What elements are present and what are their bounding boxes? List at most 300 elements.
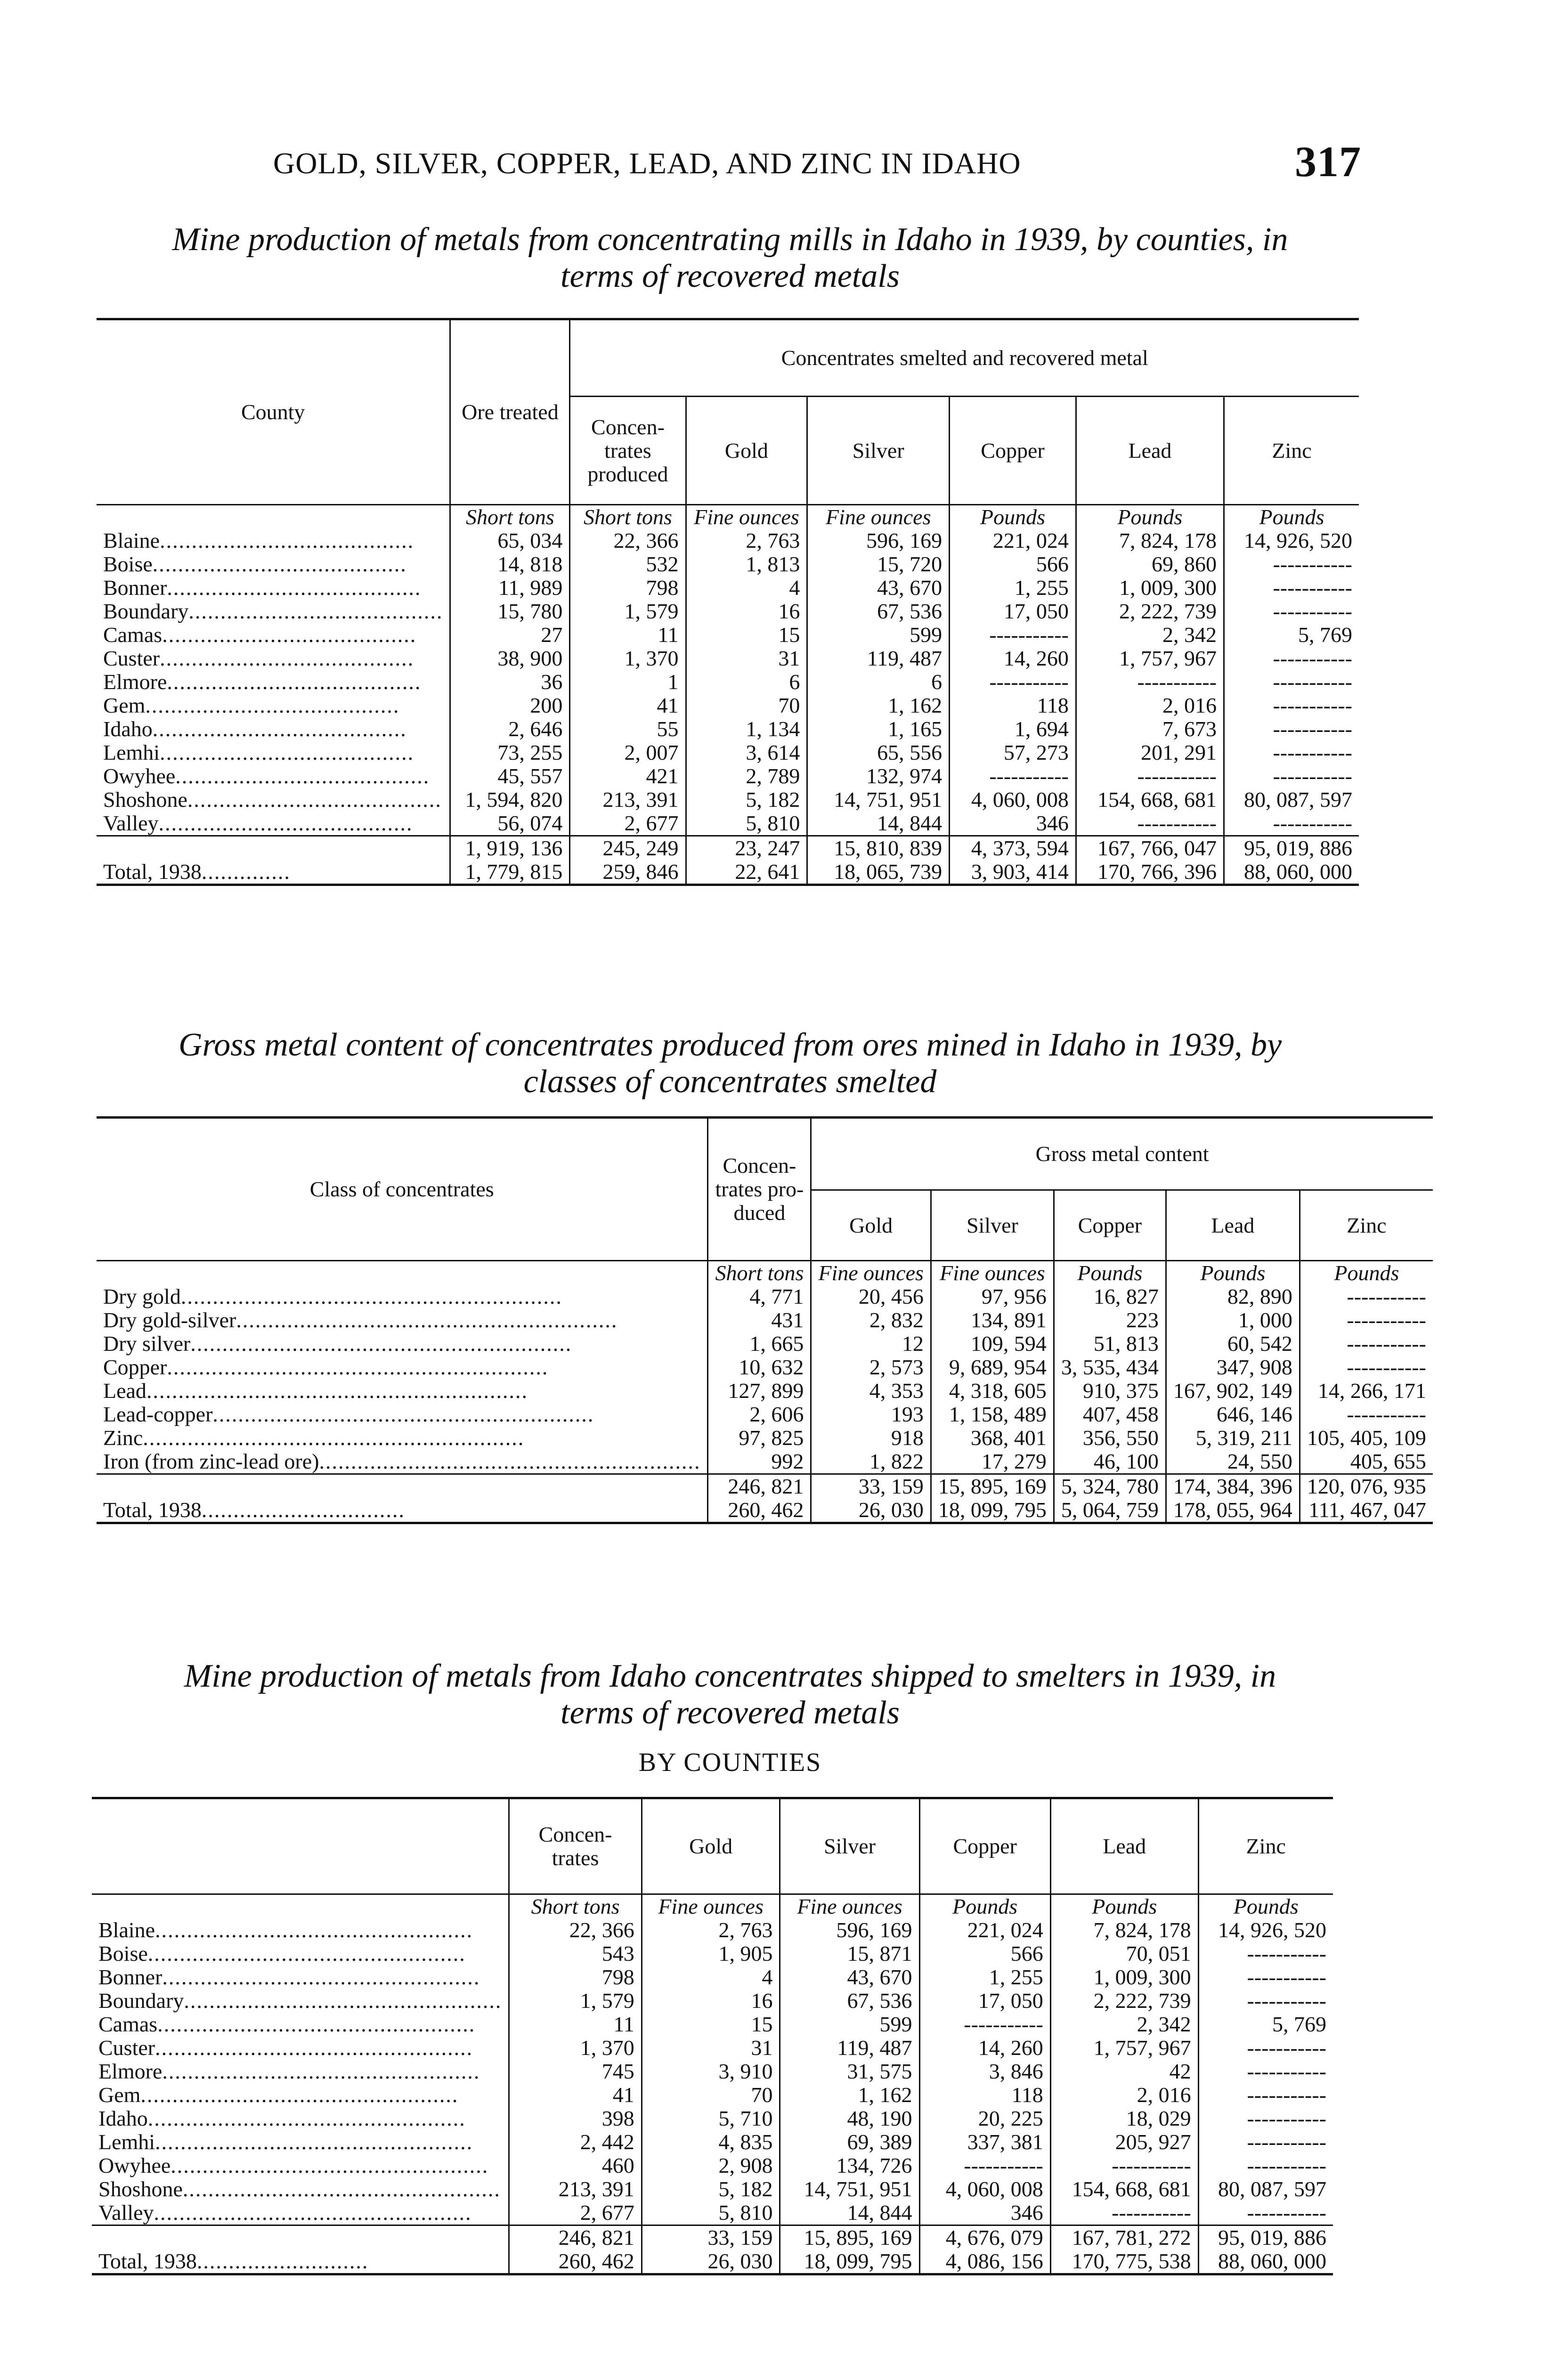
t1-total-cell: 95, 019, 886	[1224, 836, 1359, 861]
t1-head-lead: Lead	[1076, 397, 1224, 505]
t2-total-cell: 246, 821	[708, 1474, 811, 1499]
table-row	[92, 1942, 1333, 1965]
table-cell-empty	[950, 623, 1076, 647]
t1-head-conc: Concen- trates produced	[570, 397, 686, 505]
leader-dashes: -----------	[1347, 1308, 1426, 1332]
table-cell: 2, 342	[1076, 623, 1224, 647]
table-cell-empty	[1300, 1332, 1433, 1356]
t1-total1938-cell: 1, 779, 815	[450, 860, 570, 885]
table-row	[92, 2013, 1333, 2036]
table-cell: 918	[811, 1426, 931, 1450]
table-cell: 2, 789	[686, 764, 807, 788]
row-label	[92, 2201, 509, 2225]
table-cell: 2, 763	[642, 1918, 780, 1942]
table-cell-empty	[1198, 1965, 1333, 1989]
table-cell: 1, 009, 300	[1050, 1965, 1198, 1989]
table-cell: 1, 579	[570, 600, 686, 623]
t2-units-row	[97, 1261, 1433, 1285]
table-row	[97, 647, 1359, 670]
t1-head-silver: Silver	[807, 397, 950, 505]
table-row	[97, 600, 1359, 623]
table-row	[97, 717, 1359, 741]
t1-unit-blank	[97, 505, 450, 529]
t2-head-silver: Silver	[931, 1190, 1054, 1261]
table-cell: 1, 579	[509, 1989, 642, 2013]
table-cell-empty	[1198, 1989, 1333, 2013]
t1-total1938-label	[97, 860, 450, 885]
table-cell: 5, 769	[1198, 2013, 1333, 2036]
t1-head-copper: Copper	[950, 397, 1076, 505]
table-cell: 2, 908	[642, 2154, 780, 2177]
table-row	[92, 1965, 1333, 1989]
row-label-text: Blaine	[103, 529, 160, 552]
table-cell: 566	[919, 1942, 1050, 1965]
leader-dots: ............................................................	[212, 1403, 594, 1426]
leader-dashes: -----------	[1247, 1989, 1326, 2013]
row-label-text: Boise	[103, 552, 153, 576]
t3-unit: Pounds	[1198, 1894, 1333, 1919]
row-label-text: Custer	[103, 647, 160, 670]
t3-total-blank	[92, 2225, 509, 2250]
leader-dashes: -----------	[1137, 811, 1217, 835]
t1-total1938-cell: 259, 846	[570, 860, 686, 885]
t3-head-zinc: Zinc	[1198, 1798, 1333, 1894]
row-label-text: Blaine	[98, 1918, 155, 1942]
leader-dashes: -----------	[1273, 717, 1352, 741]
table-cell: 11	[509, 2013, 642, 2036]
t3-total-cell: 33, 159	[642, 2225, 780, 2250]
leader-dots: ............................................................	[167, 1356, 549, 1379]
table-row	[97, 1450, 1433, 1474]
leader-dots: ........................................	[167, 670, 422, 694]
table-cell: 67, 536	[780, 1989, 919, 2013]
t2-total-cell: 120, 076, 935	[1300, 1474, 1433, 1499]
row-label-text: Elmore	[103, 670, 167, 694]
table-cell: 51, 813	[1054, 1332, 1166, 1356]
table-cell: 201, 291	[1076, 741, 1224, 764]
t2-head-zinc: Zinc	[1300, 1190, 1433, 1261]
table-row	[92, 2060, 1333, 2083]
table-cell: 16	[642, 1989, 780, 2013]
t2-total1938-label	[97, 1498, 708, 1523]
table-cell: 119, 487	[807, 647, 950, 670]
t2-unit: Pounds	[1300, 1261, 1433, 1285]
row-label-text: Shoshone	[103, 788, 187, 812]
table-cell: 2, 763	[686, 529, 807, 552]
table-cell: 57, 273	[950, 741, 1076, 764]
table-row	[97, 529, 1359, 552]
table-cell: 4	[642, 1965, 780, 1989]
leader-dots: ........................................	[162, 623, 417, 647]
table-cell: 7, 824, 178	[1050, 1918, 1198, 1942]
t1-unit: Fine ounces	[686, 505, 807, 529]
table-cell: 1, 255	[919, 1965, 1050, 1989]
leader-dots: ................................	[201, 1498, 405, 1522]
t1-total1938-cell: 22, 641	[686, 860, 807, 885]
table-cell: 460	[509, 2154, 642, 2177]
table-cell: 27	[450, 623, 570, 647]
table-cell: 20, 225	[919, 2107, 1050, 2130]
t3-head-silver: Silver	[780, 1798, 919, 1894]
table-cell: 1, 162	[780, 2083, 919, 2107]
table-cell: 5, 182	[686, 788, 807, 812]
table-cell: 41	[509, 2083, 642, 2107]
t2-total-cell: 5, 324, 780	[1054, 1474, 1166, 1499]
t2-total1938-cell: 5, 064, 759	[1054, 1498, 1166, 1523]
table-cell: 134, 891	[931, 1308, 1054, 1332]
leader-dashes: -----------	[964, 2012, 1043, 2036]
leader-dashes: -----------	[1247, 1965, 1326, 1989]
table-cell: 1, 822	[811, 1450, 931, 1474]
table-cell-empty	[919, 2013, 1050, 2036]
t3-total-row	[92, 2225, 1333, 2250]
leader-dashes: -----------	[1273, 740, 1352, 764]
table-cell-empty	[1198, 1942, 1333, 1965]
t2-head-gold: Gold	[811, 1190, 931, 1261]
row-label-text: Idaho	[98, 2107, 148, 2130]
row-label-text: Boundary	[103, 600, 189, 623]
leader-dashes: -----------	[1137, 764, 1217, 788]
table-cell: 15, 780	[450, 600, 570, 623]
t1-total-row	[97, 836, 1359, 861]
t1-head-ore: Ore treated	[450, 319, 570, 505]
table-cell-empty	[1198, 2083, 1333, 2107]
table-cell: 992	[708, 1450, 811, 1474]
row-label	[97, 623, 450, 647]
table-cell: 745	[509, 2060, 642, 2083]
leader-dots: ..................................................	[155, 2130, 473, 2154]
table-cell: 127, 899	[708, 1379, 811, 1403]
row-label	[92, 2154, 509, 2177]
table-cell: 17, 050	[919, 1989, 1050, 2013]
t3-head-blank	[92, 1798, 509, 1894]
row-label-text: Dry gold-silver	[103, 1308, 236, 1332]
table-cell: 7, 673	[1076, 717, 1224, 741]
t3-total-cell: 95, 019, 886	[1198, 2225, 1333, 2250]
row-label	[97, 1356, 708, 1379]
table-cell: 543	[509, 1942, 642, 1965]
table-cell: 221, 024	[919, 1918, 1050, 1942]
leader-dots: ..................................................	[140, 2083, 459, 2107]
table-cell-empty	[1224, 647, 1359, 670]
table-row	[97, 1403, 1433, 1426]
table-row	[97, 1285, 1433, 1308]
row-label	[97, 576, 450, 600]
row-label	[97, 1308, 708, 1332]
leader-dashes: -----------	[1247, 2059, 1326, 2083]
t2-total1938-cell: 111, 467, 047	[1300, 1498, 1433, 1523]
leader-dashes: -----------	[989, 764, 1069, 788]
t2-head-class: Class of concentrates	[97, 1118, 708, 1261]
row-label-text: Lead	[103, 1379, 146, 1403]
leader-dashes: -----------	[1247, 2153, 1326, 2177]
table-cell: 46, 100	[1054, 1450, 1166, 1474]
row-label	[97, 717, 450, 741]
table1-caption	[94, 221, 1366, 295]
table-cell: 82, 890	[1166, 1285, 1300, 1308]
t2-total-blank	[97, 1474, 708, 1499]
table-cell: 45, 557	[450, 764, 570, 788]
leader-dots: ..................................................	[184, 1989, 502, 2013]
table-row	[97, 788, 1359, 812]
table-cell: 532	[570, 552, 686, 576]
table-cell: 2, 606	[708, 1403, 811, 1426]
table-cell: 43, 670	[780, 1965, 919, 1989]
t1-head-group: Concentrates smelted and recovered metal	[570, 319, 1359, 397]
table-row	[97, 1426, 1433, 1450]
t3-units-row	[92, 1894, 1333, 1919]
table-cell: 14, 260	[950, 647, 1076, 670]
table-cell: 38, 900	[450, 647, 570, 670]
table-cell: 596, 169	[780, 1918, 919, 1942]
leader-dots: ..................................................	[162, 1965, 480, 1989]
t3-total1938-row	[92, 2249, 1333, 2274]
table-cell: 223	[1054, 1308, 1166, 1332]
t3-unit: Fine ounces	[642, 1894, 780, 1919]
leader-dashes: -----------	[1273, 811, 1352, 835]
table-cell-empty	[1224, 764, 1359, 788]
leader-dots: ..................................................	[147, 2107, 466, 2130]
t2-total-cell: 174, 384, 396	[1166, 1474, 1300, 1499]
row-label-text: Lead-copper	[103, 1403, 213, 1426]
table1	[97, 318, 1359, 886]
table-cell-empty	[1224, 576, 1359, 600]
table-cell: 15, 871	[780, 1942, 919, 1965]
table-cell: 11, 989	[450, 576, 570, 600]
table-cell: 5, 769	[1224, 623, 1359, 647]
table-cell: 42	[1050, 2060, 1198, 2083]
table2-caption	[94, 1027, 1366, 1100]
table-cell: 1, 009, 300	[1076, 576, 1224, 600]
table-cell: 65, 034	[450, 529, 570, 552]
t3-total1938-label-text: Total, 1938	[98, 2249, 197, 2273]
t2-unit: Short tons	[708, 1261, 811, 1285]
row-label-text: Dry silver	[103, 1332, 191, 1356]
t2-head-lead: Lead	[1166, 1190, 1300, 1261]
leader-dashes: -----------	[1347, 1332, 1426, 1356]
t3-total1938-cell: 18, 099, 795	[780, 2249, 919, 2274]
table-cell: 73, 255	[450, 741, 570, 764]
table-cell: 12	[811, 1332, 931, 1356]
table-cell: 4, 771	[708, 1285, 811, 1308]
row-label-text: Gem	[103, 694, 146, 717]
t3-total1938-cell: 170, 775, 538	[1050, 2249, 1198, 2274]
row-label	[92, 2130, 509, 2154]
t1-head-zinc: Zinc	[1224, 397, 1359, 505]
leader-dots: ........................................	[160, 647, 414, 670]
t3-total1938-label	[92, 2249, 509, 2274]
table1-caption-line2: terms of recovered metals	[561, 258, 900, 294]
table-row	[97, 623, 1359, 647]
table-cell: 1, 000	[1166, 1308, 1300, 1332]
table-cell: 15	[686, 623, 807, 647]
t1-total-cell: 167, 766, 047	[1076, 836, 1224, 861]
t2-head-conc: Concen- trates pro- duced	[708, 1118, 811, 1261]
table-cell: 2, 832	[811, 1308, 931, 1332]
table-cell: 3, 614	[686, 741, 807, 764]
t3-unit: Pounds	[919, 1894, 1050, 1919]
t3-total1938-cell: 4, 086, 156	[919, 2249, 1050, 2274]
table-cell: 596, 169	[807, 529, 950, 552]
t2-total1938-cell: 260, 462	[708, 1498, 811, 1523]
table-cell-empty	[1224, 812, 1359, 836]
table-cell-empty	[1300, 1356, 1433, 1379]
leader-dashes: -----------	[1273, 552, 1352, 576]
table-cell: 14, 751, 951	[780, 2177, 919, 2201]
row-label-text: Camas	[98, 2013, 158, 2036]
table-cell: 97, 825	[708, 1426, 811, 1450]
table-cell-empty	[1300, 1285, 1433, 1308]
leader-dots: ............................................................	[146, 1379, 528, 1403]
leader-dashes: -----------	[1247, 2083, 1326, 2107]
table-row	[97, 1356, 1433, 1379]
leader-dots: ............................................................	[190, 1332, 572, 1356]
table-cell: 2, 016	[1076, 694, 1224, 717]
table-cell: 154, 668, 681	[1076, 788, 1224, 812]
leader-dots: ........................................	[175, 764, 430, 788]
leader-dots: ........................................	[152, 717, 407, 741]
table-row	[97, 694, 1359, 717]
table-cell: 398	[509, 2107, 642, 2130]
t1-total1938-cell: 3, 903, 414	[950, 860, 1076, 885]
t1-total-cell: 23, 247	[686, 836, 807, 861]
table-cell-empty	[950, 764, 1076, 788]
table-cell-empty	[1198, 2154, 1333, 2177]
table3-subcaption: BY COUNTIES	[638, 1748, 822, 1777]
table-cell: 55	[570, 717, 686, 741]
table-cell: 31, 575	[780, 2060, 919, 2083]
t2-head-copper: Copper	[1054, 1190, 1166, 1261]
t1-units-row	[97, 505, 1359, 529]
table-cell: 31	[642, 2036, 780, 2060]
table-cell: 599	[807, 623, 950, 647]
t2-total-cell: 33, 159	[811, 1474, 931, 1499]
table-row	[97, 764, 1359, 788]
row-label	[97, 764, 450, 788]
t1-total1938-row	[97, 860, 1359, 885]
table-cell: 193	[811, 1403, 931, 1426]
t3-total1938-cell: 26, 030	[642, 2249, 780, 2274]
table-row	[92, 2154, 1333, 2177]
table-cell: 67, 536	[807, 600, 950, 623]
row-label-text: Custer	[98, 2036, 155, 2060]
t1-total1938-cell: 170, 766, 396	[1076, 860, 1224, 885]
table-cell: 15, 720	[807, 552, 950, 576]
row-label-text: Idaho	[103, 717, 153, 741]
table-row	[92, 2130, 1333, 2154]
table-cell: 14, 926, 520	[1198, 1918, 1333, 1942]
table-cell: 65, 556	[807, 741, 950, 764]
t3-total1938-cell: 260, 462	[509, 2249, 642, 2274]
t1-unit: Short tons	[450, 505, 570, 529]
leader-dots: ........................................	[167, 576, 422, 600]
row-label	[97, 741, 450, 764]
table-cell: 2, 007	[570, 741, 686, 764]
row-label	[92, 2060, 509, 2083]
table-cell: 10, 632	[708, 1356, 811, 1379]
table-cell: 221, 024	[950, 529, 1076, 552]
row-label	[92, 2107, 509, 2130]
table-cell: 134, 726	[780, 2154, 919, 2177]
row-label-text: Boundary	[98, 1989, 184, 2013]
t3-total1938-cell: 88, 060, 000	[1198, 2249, 1333, 2274]
table3-caption-line1: Mine production of metals from Idaho concentrates shipped to smelters in 1939, in	[184, 1658, 1276, 1694]
table-row	[97, 576, 1359, 600]
table-cell-empty	[1198, 2107, 1333, 2130]
t2-total1938-row	[97, 1498, 1433, 1523]
table-cell: 14, 751, 951	[807, 788, 950, 812]
table-cell-empty	[1076, 812, 1224, 836]
leader-dashes: -----------	[1112, 2153, 1191, 2177]
row-label-text: Shoshone	[98, 2177, 183, 2201]
t1-unit: Pounds	[950, 505, 1076, 529]
table-cell: 109, 594	[931, 1332, 1054, 1356]
leader-dashes: -----------	[1273, 764, 1352, 788]
table2	[97, 1116, 1433, 1524]
table-cell-empty	[919, 2154, 1050, 2177]
table-cell: 4, 318, 605	[931, 1379, 1054, 1403]
table-cell-empty	[1198, 2201, 1333, 2225]
t1-unit: Fine ounces	[807, 505, 950, 529]
table-cell-empty	[1076, 670, 1224, 694]
row-label	[97, 529, 450, 552]
table-cell: 2, 677	[509, 2201, 642, 2225]
leader-dots: ..................................................	[182, 2177, 501, 2201]
t3-head-conc: Concen- trates	[509, 1798, 642, 1894]
table-cell: 1, 134	[686, 717, 807, 741]
table-cell: 346	[950, 812, 1076, 836]
leader-dashes: -----------	[1247, 2130, 1326, 2154]
leader-dashes: -----------	[989, 623, 1069, 647]
leader-dots: ............................................................	[236, 1308, 618, 1332]
row-label	[92, 1918, 509, 1942]
table-cell: 4	[686, 576, 807, 600]
table-cell: 2, 573	[811, 1356, 931, 1379]
table-cell: 4, 060, 008	[919, 2177, 1050, 2201]
table-row	[92, 2107, 1333, 2130]
t2-unit: Pounds	[1166, 1261, 1300, 1285]
table-cell: 118	[950, 694, 1076, 717]
table-row	[92, 2083, 1333, 2107]
leader-dots: ...........................	[196, 2249, 369, 2273]
table-cell-empty	[1224, 717, 1359, 741]
table-cell: 16, 827	[1054, 1285, 1166, 1308]
table-cell: 5, 710	[642, 2107, 780, 2130]
t2-total1938-cell: 178, 055, 964	[1166, 1498, 1300, 1523]
leader-dots: ........................................	[187, 788, 442, 812]
table-row	[92, 1989, 1333, 2013]
row-label-text: Lemhi	[103, 741, 160, 764]
table-cell: 337, 381	[919, 2130, 1050, 2154]
leader-dots: ..................................................	[157, 2013, 476, 2036]
t1-total-cell: 1, 919, 136	[450, 836, 570, 861]
row-label	[97, 600, 450, 623]
table-cell-empty	[950, 670, 1076, 694]
table-cell: 17, 279	[931, 1450, 1054, 1474]
table-cell: 11	[570, 623, 686, 647]
table-cell: 5, 319, 211	[1166, 1426, 1300, 1450]
row-label-text: Lemhi	[98, 2130, 155, 2154]
leader-dots: ........................................	[160, 529, 414, 552]
leader-dashes: -----------	[1247, 2201, 1326, 2225]
table-row	[92, 1918, 1333, 1942]
t1-unit: Pounds	[1076, 505, 1224, 529]
row-label-text: Boise	[98, 1942, 148, 1965]
table-row	[92, 2201, 1333, 2225]
t2-unit-blank	[97, 1261, 708, 1285]
t1-unit: Pounds	[1224, 505, 1359, 529]
table-cell: 2, 016	[1050, 2083, 1198, 2107]
